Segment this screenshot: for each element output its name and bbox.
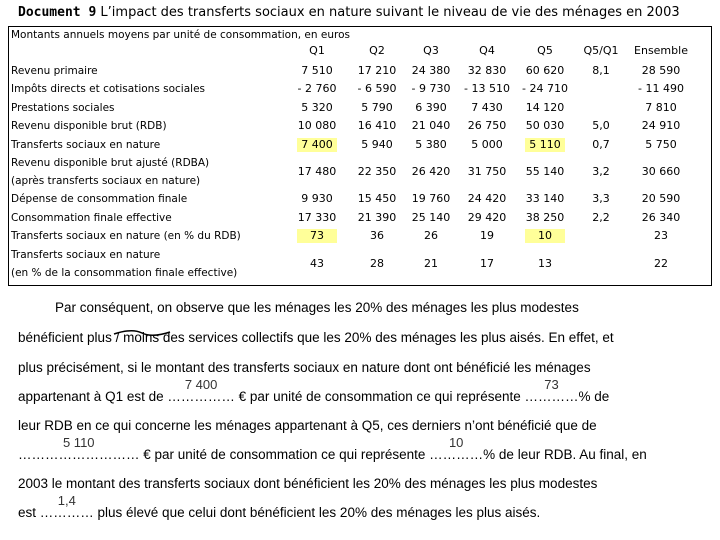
table-cell: 3,2 [592,165,610,178]
table-cell: 21 [424,257,438,270]
answer-q5-amount[interactable]: 5 110 ……………………… [18,435,140,462]
answer-q1-percent[interactable]: 73 ………… [524,377,579,404]
row-label: Transferts sociaux en nature (en % du RDB) [11,230,241,242]
table-cell: 5 320 [301,101,333,114]
table-cell: 5,0 [592,119,610,132]
text-line-5: leur RDB en ce qui concerne les ménages appartenant à Q5, ces derniers n’ont bénéficié que de [18,418,597,433]
row-label: Transferts sociaux en nature [11,249,161,261]
table-cell: 24 420 [467,192,507,205]
table-cell: 19 [480,229,494,242]
row-label: Impôts directs et cotisations sociales [11,83,206,95]
text-line-6: 5 110 ……………………… € par unité de consommation ce qui représente 10 …………% de leur RDB. Au final, en [18,444,702,465]
table-cell: 5 940 [361,138,393,151]
row-label: Revenu disponible brut ajusté (RDBA) [11,157,210,169]
table-cell: - 24 710 [522,82,568,95]
table-cell: 5 000 [471,138,503,151]
table-cell: 7 430 [471,101,503,114]
table-cell: 26 750 [467,119,507,132]
table-cell: 10 080 [297,119,337,132]
table-cell: 26 420 [411,165,451,178]
table-cell: 5 380 [415,138,447,151]
table-cell: 60 620 [525,64,565,77]
column-header: Q3 [423,44,439,57]
row-label-line2: (après transferts sociaux en nature) [11,175,201,187]
table-cell: 28 590 [641,64,681,77]
table-cell: 5 750 [645,138,677,151]
table-cell: - 11 490 [638,82,684,95]
row-label: Revenu disponible brut (RDB) [11,120,167,132]
table-cell: 29 420 [467,211,507,224]
table-cell: 50 030 [525,119,565,132]
text-line-2: bénéficient plus / moins des services collectifs que les 20% des ménages les plus aisés. En effet, et [18,327,702,348]
data-table [8,26,712,286]
table-cell: 8,1 [592,64,610,77]
text-line-8: est 1,4 ………… plus élevé que celui dont bénéficient les 20% des ménages les plus aisés. [18,502,702,523]
row-label-line2: (en % de la consommation finale effective) [11,267,238,279]
table-cell: 28 [370,257,384,270]
column-header: Q4 [479,44,495,57]
table-cell: 22 350 [357,165,397,178]
table-cell: 7 510 [301,64,333,77]
document-label: Document 9 [18,5,97,20]
text-line-1: Par conséquent, on observe que les ménages les 20% des ménages les plus modestes [55,300,579,315]
table-cell: 32 830 [467,64,507,77]
column-header: Q5 [537,44,553,57]
document-title-text: L’impact des transferts sociaux en nature suivant le niveau de vie des ménages en 2003 [100,5,680,20]
text-line-3: plus précisément, si le montant des transferts sociaux en nature dont ont bénéficié les ménages [18,360,591,375]
document-title [18,5,680,20]
table-cell: 17 [480,257,494,270]
column-header: Q2 [369,44,385,57]
row-label: Transferts sociaux en nature [11,139,161,151]
table-cell: 24 380 [411,64,451,77]
answer-q5-percent[interactable]: 10 ………… [429,435,484,462]
text-line-4: appartenant à Q1 est de 7 400 …………… € par unité de consommation ce qui représente 73 …………% de [18,386,702,407]
table-cell: 7 810 [645,101,677,114]
row-label: Consommation finale effective [11,212,172,224]
table-cell: 19 760 [411,192,451,205]
table-cell: 7 400 [297,138,337,152]
column-header: Q5/Q1 [583,44,619,57]
row-label: Prestations sociales [11,102,115,114]
answer-ratio[interactable]: 1,4 ………… [39,493,94,520]
table-cell: 17 210 [357,64,397,77]
table-cell: 55 140 [525,165,565,178]
table-cell: 31 750 [467,165,507,178]
strike-mark [112,324,172,342]
table-cell: 24 910 [641,119,681,132]
table-cell: 0,7 [592,138,610,151]
table-cell: - 9 730 [411,82,451,95]
table-cell: 6 390 [415,101,447,114]
table-cell: 15 450 [357,192,397,205]
row-label: Revenu primaire [11,65,98,77]
column-header: Ensemble [634,44,688,57]
table-cell: 13 [538,257,552,270]
table-cell: 3,3 [592,192,610,205]
table-cell: - 2 760 [297,82,337,95]
row-label: Dépense de consommation finale [11,193,188,205]
table-cell: 16 410 [357,119,397,132]
answer-q1-amount[interactable]: 7 400 …………… [167,377,235,404]
table-cell: 25 140 [411,211,451,224]
table-cell: 5 110 [525,138,565,152]
struck-out-choice: / moins [116,327,160,348]
table-cell: 73 [297,229,337,243]
table-cell: 26 340 [641,211,681,224]
table-cell: 43 [310,257,324,270]
table-cell: 38 250 [525,211,565,224]
table-cell: 21 390 [357,211,397,224]
table-cell: 21 040 [411,119,451,132]
table-cell: 14 120 [525,101,565,114]
text-line-7: 2003 le montant des transferts sociaux dont bénéficient les 20% des ménages les plus modestes [18,476,598,491]
table-cell: 23 [654,229,668,242]
table-cell: 22 [654,257,668,270]
table-cell: 20 590 [641,192,681,205]
column-header: Q1 [309,44,325,57]
table-cell: - 6 590 [357,82,397,95]
table-cell: 36 [370,229,384,242]
table-cell: 33 140 [525,192,565,205]
table-cell: 26 [424,229,438,242]
table-cell: 5 790 [361,101,393,114]
table-cell: 10 [525,229,565,243]
table-cell: 2,2 [592,211,610,224]
table-subtitle: Montants annuels moyens par unité de consommation, en euros [11,29,350,41]
table-cell: 17 480 [297,165,337,178]
table-cell: - 13 510 [464,82,510,95]
table-cell: 9 930 [301,192,333,205]
table-cell: 17 330 [297,211,337,224]
table-cell: 30 660 [641,165,681,178]
